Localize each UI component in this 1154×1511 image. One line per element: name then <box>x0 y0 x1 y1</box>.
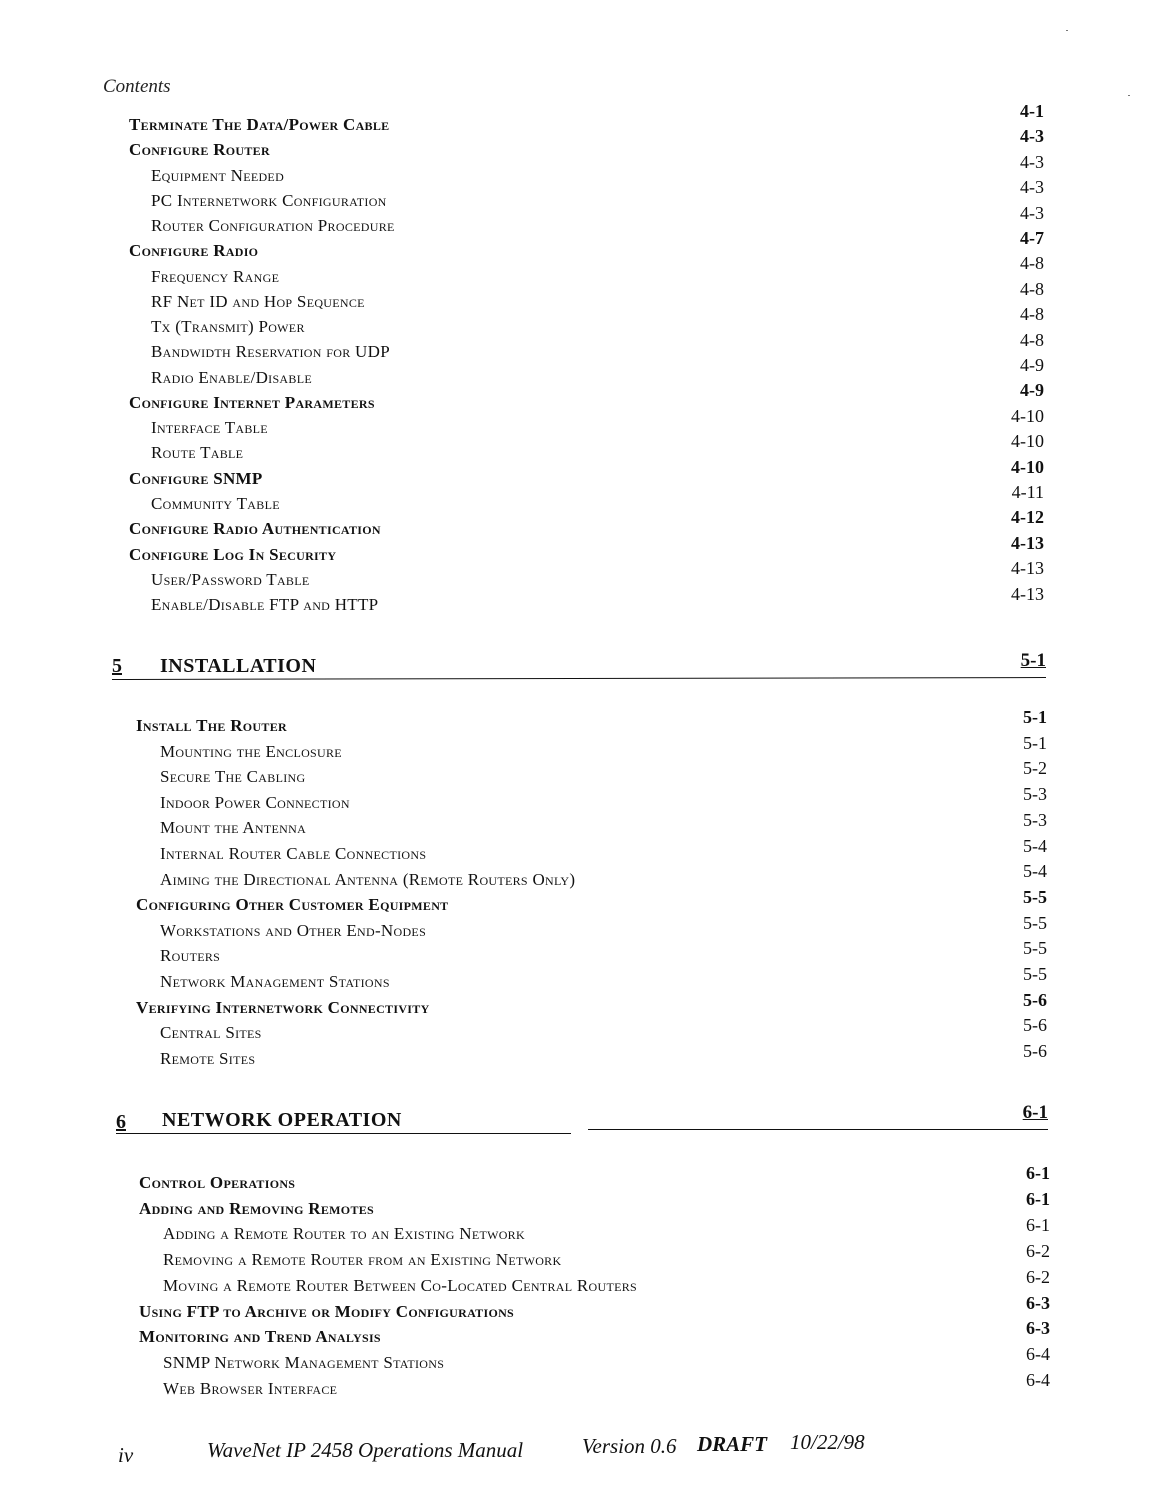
scan-speck <box>1128 95 1130 96</box>
toc-page-number[interactable]: 6-1 <box>1026 1214 1050 1235</box>
footer-version: Version 0.6 <box>582 1434 677 1458</box>
toc-entry-title[interactable]: Configure Router <box>129 140 270 160</box>
toc-page-number[interactable]: 4-12 <box>1011 507 1044 528</box>
toc-entry-title[interactable]: Control Operations <box>139 1173 296 1192</box>
toc-subentry-title[interactable]: Radio Enable/Disable <box>151 367 312 387</box>
toc-page-number[interactable]: 4-10 <box>1011 405 1044 426</box>
toc-subentry-title[interactable]: Internal Router Cable Connections <box>160 844 427 864</box>
toc-page-number[interactable]: 6-2 <box>1026 1266 1050 1287</box>
toc-page-number[interactable]: 6-1 <box>1026 1163 1050 1183</box>
toc-page-number[interactable]: 5-3 <box>1023 809 1047 830</box>
toc-page-number[interactable]: 4-9 <box>1020 380 1044 401</box>
toc-page-number[interactable]: 5-2 <box>1023 758 1047 779</box>
toc-page-number[interactable]: 4-3 <box>1020 177 1044 198</box>
toc-entry-title[interactable]: Configure Internet Parameters <box>129 392 375 412</box>
toc-page-number[interactable]: 5-3 <box>1023 784 1047 805</box>
chapter-6-page[interactable]: 6-1 <box>1022 1102 1048 1123</box>
chapter-6-number[interactable]: 6 <box>116 1111 126 1133</box>
toc-entry-title[interactable]: Using FTP to Archive or Modify Configurations <box>139 1301 515 1321</box>
toc-subentry-title[interactable]: Frequency Range <box>151 266 280 286</box>
toc-page-number[interactable]: 5-5 <box>1023 912 1047 933</box>
footer-date: 10/22/98 <box>790 1430 865 1454</box>
toc-subentry-title[interactable]: Mount the Antenna <box>160 818 307 838</box>
toc-page-number[interactable]: 4-8 <box>1020 253 1044 274</box>
footer-draft <box>697 1432 767 1457</box>
toc-page-number[interactable]: 4-7 <box>1020 228 1044 248</box>
toc-subentry-title[interactable]: Router Configuration Procedure <box>151 216 395 236</box>
chapter-6-title[interactable]: NETWORK OPERATION <box>162 1109 402 1131</box>
toc-subentry-title[interactable]: User/Password Table <box>151 569 310 589</box>
toc-page-number[interactable]: 4-10 <box>1011 456 1044 477</box>
footer-draft-label: DRAFT <box>697 1432 768 1456</box>
toc-subentry-title[interactable]: Mounting the Enclosure <box>160 741 342 761</box>
toc-page-number[interactable]: 5-5 <box>1023 938 1047 959</box>
toc-entry-title[interactable]: Configure Log In Security <box>129 544 337 564</box>
toc-page-number[interactable]: 6-3 <box>1026 1292 1050 1313</box>
toc-subentry-title[interactable]: Network Management Stations <box>160 972 390 992</box>
toc-page-number[interactable]: 5-6 <box>1023 989 1047 1010</box>
toc-page-number[interactable]: 5-4 <box>1023 835 1047 856</box>
toc-entry-title[interactable]: Configure SNMP <box>129 468 263 488</box>
toc-subentry-title[interactable]: PC Internetwork Configuration <box>151 190 387 210</box>
footer-manual-title: WaveNet IP 2458 Operations Manual <box>207 1438 524 1462</box>
toc-page-number[interactable]: 6-1 <box>1026 1188 1050 1209</box>
scan-speck <box>1066 30 1068 31</box>
toc-page-number[interactable]: 4-8 <box>1020 304 1044 325</box>
toc-subentry-title[interactable]: SNMP Network Management Stations <box>163 1353 445 1373</box>
toc-subentry-title[interactable]: RF Net ID and Hop Sequence <box>151 291 365 311</box>
toc-subentry-title[interactable]: Web Browser Interface <box>163 1378 338 1398</box>
toc-page-number[interactable]: 4-13 <box>1011 583 1044 604</box>
chapter-5-number[interactable]: 5 <box>112 655 122 677</box>
toc-entry-title[interactable]: Terminate The Data/Power Cable <box>129 115 390 134</box>
toc-entry-title[interactable]: Install The Router <box>136 716 287 735</box>
toc-page-number[interactable]: 4-10 <box>1011 431 1044 452</box>
toc-page-number[interactable]: 5-5 <box>1023 886 1047 907</box>
toc-subentry-title[interactable]: Indoor Power Connection <box>160 792 350 812</box>
toc-page-number[interactable]: 5-6 <box>1023 1015 1047 1036</box>
toc-entry-title[interactable]: Verifying Internetwork Connectivity <box>136 997 430 1017</box>
toc-page-number[interactable]: 4-11 <box>1011 482 1044 502</box>
toc-page-number[interactable]: 4-1 <box>1020 101 1044 121</box>
toc-entry-title[interactable]: Configure Radio Authentication <box>129 519 381 539</box>
toc-subentry-title[interactable]: Bandwidth Reservation for UDP <box>151 342 390 362</box>
toc-subentry-title[interactable]: Routers <box>160 946 221 966</box>
toc-page-number[interactable]: 4-3 <box>1020 202 1044 223</box>
toc-subentry-title[interactable]: Workstations and Other End-Nodes <box>160 920 427 940</box>
toc-subentry-title[interactable]: Tx (Transmit) Power <box>151 317 305 337</box>
toc-subentry-title[interactable]: Enable/Disable FTP and HTTP <box>151 595 379 615</box>
running-head: Contents <box>103 76 171 97</box>
toc-subentry-title[interactable]: Remote Sites <box>160 1048 256 1068</box>
chapter-5-title[interactable]: INSTALLATION <box>160 655 317 677</box>
toc-subentry-title[interactable]: Moving a Remote Router Between Co-Located Central Routers <box>163 1275 637 1295</box>
toc-page-number[interactable]: 5-1 <box>1023 732 1047 753</box>
toc-entry-title[interactable]: Configure Radio <box>129 241 259 261</box>
toc-page-number[interactable]: 4-9 <box>1020 355 1044 375</box>
toc-subentry-title[interactable]: Route Table <box>151 443 244 463</box>
toc-entry-title[interactable]: Monitoring and Trend Analysis <box>139 1327 381 1347</box>
toc-page-number[interactable]: 4-13 <box>1011 558 1044 579</box>
chapter-6-rule-right <box>588 1129 1048 1130</box>
toc-page-number[interactable]: 4-8 <box>1020 278 1044 299</box>
toc-subentry-title[interactable]: Equipment Needed <box>151 165 285 185</box>
toc-subentry-title[interactable]: Central Sites <box>160 1023 262 1043</box>
toc-entry-title[interactable]: Adding and Removing Remotes <box>139 1198 375 1218</box>
toc-page-number[interactable]: 5-5 <box>1023 964 1047 984</box>
toc-subentry-title[interactable]: Community Table <box>151 494 280 514</box>
toc-subentry-title[interactable]: Adding a Remote Router to an Existing Network <box>163 1224 525 1244</box>
toc-subentry-title[interactable]: Removing a Remote Router from an Existing Network <box>163 1250 562 1270</box>
toc-page-number[interactable]: 4-8 <box>1020 329 1044 350</box>
toc-page-number[interactable]: 6-3 <box>1026 1318 1050 1339</box>
toc-entry-title[interactable]: Configuring Other Customer Equipment <box>136 895 449 915</box>
chapter-6-rule <box>116 1133 571 1134</box>
toc-page-number[interactable]: 5-6 <box>1023 1041 1047 1062</box>
toc-subentry-title[interactable]: Secure The Cabling <box>160 767 306 787</box>
toc-page-number[interactable]: 6-2 <box>1026 1240 1050 1261</box>
chapter-5-page[interactable]: 5-1 <box>1020 650 1046 671</box>
toc-page-number[interactable]: 5-1 <box>1023 707 1047 727</box>
toc-page-number[interactable]: 4-3 <box>1020 126 1044 147</box>
toc-page-number[interactable]: 4-13 <box>1011 532 1044 553</box>
toc-page-number[interactable]: 4-3 <box>1020 151 1044 172</box>
footer-page-number: iv <box>118 1443 134 1467</box>
toc-subentry-title[interactable]: Aiming the Directional Antenna (Remote Routers Only) <box>160 869 576 889</box>
toc-page-number[interactable]: 6-4 <box>1026 1370 1050 1391</box>
toc-page-number[interactable]: 6-4 <box>1026 1344 1050 1365</box>
toc-subentry-title[interactable]: Interface Table <box>151 418 268 438</box>
toc-page-number[interactable]: 5-4 <box>1023 861 1047 882</box>
